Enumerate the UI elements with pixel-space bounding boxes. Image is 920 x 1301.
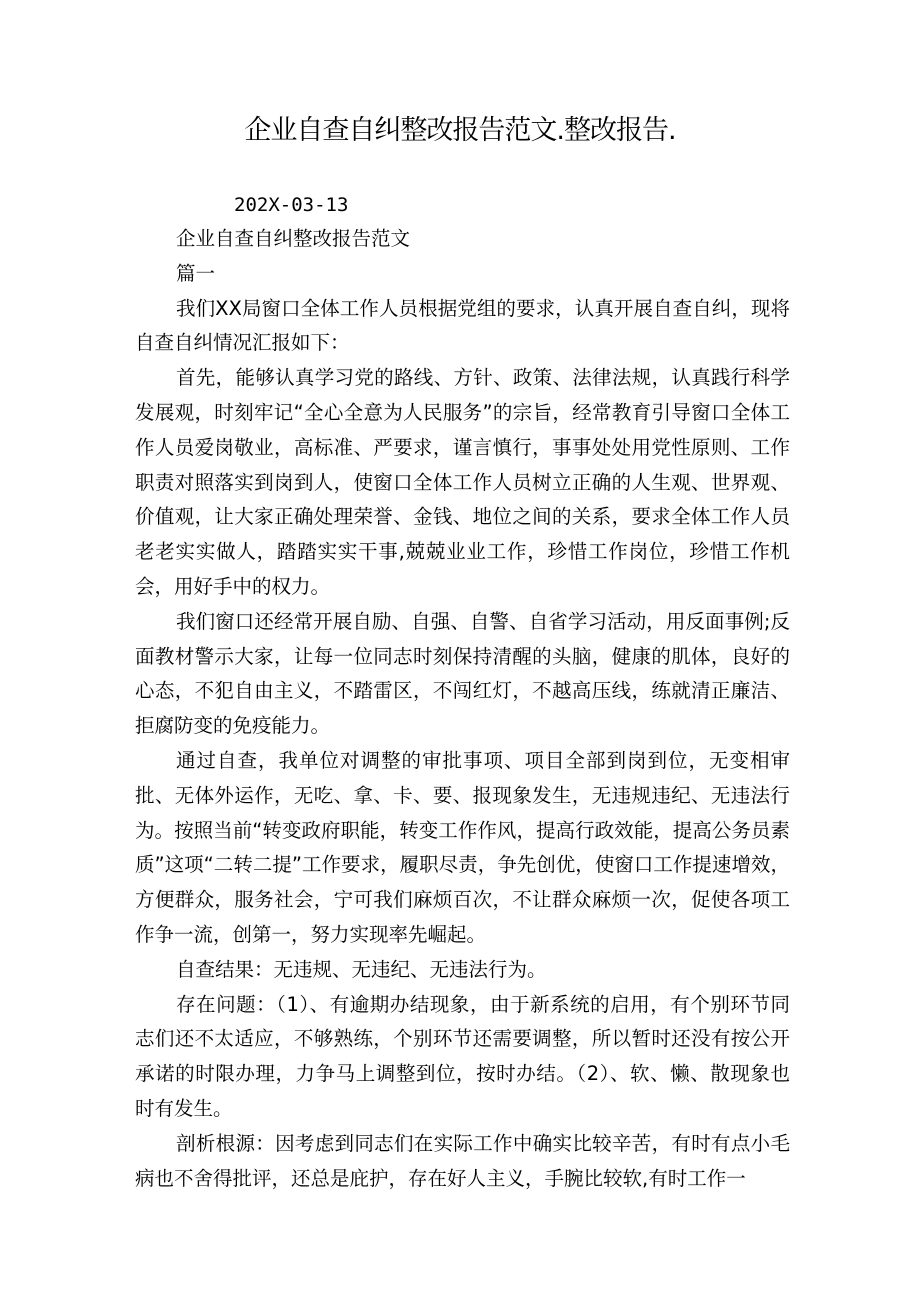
body-paragraph: 我们XX局窗口全体工作人员根据党组的要求，认真开展自查自纠，现将自查自纠情况汇报如下： bbox=[135, 296, 790, 355]
document-date: 202X-03-13 bbox=[234, 194, 349, 216]
body-paragraph: 我们窗口还经常开展自励、自强、自警、自省学习活动，用反面事例;反面教材警示大家，让每一位同志时刻保持清醒的头脑，健康的肌体，良好的心态，不犯自由主义，不踏雷区，不闯红灯，不越高压线，练就清正廉洁、拒腐防变的免疫能力。 bbox=[135, 609, 790, 738]
document-title: 企业自查自纠整改报告范文.整改报告. bbox=[244, 115, 676, 146]
body-paragraph: 自查结果：无违规、无违纪、无违法行为。 bbox=[176, 957, 547, 981]
section-label: 篇一 bbox=[176, 261, 216, 285]
document-body bbox=[135, 222, 790, 1196]
body-paragraph: 剖析根源：因考虑到同志们在实际工作中确实比较辛苦，有时有点小毛病也不舍得批评，还总是庇护，存在好人主义，手腕比较软,有时工作一 bbox=[135, 1131, 790, 1190]
subtitle-paragraph: 企业自查自纠整改报告范文 bbox=[176, 227, 411, 250]
body-paragraph: 通过自查，我单位对调整的审批事项、项目全部到岗到位，无变相审批、无体外运作，无吃、拿、卡、要、报现象发生，无违规违纪、无违法行为。按照当前“转变政府职能，转变工作作风，提高行政效能，提高公务员素质”这项“二转二提”工作要求，履职尽责，争先创优，使窗口工作提速增效，方便群众，服务社会，宁可我们麻烦百次，不让群众麻烦一次，促使各项工作争一流，创第一，努力实现率先崛起。 bbox=[135, 748, 790, 946]
body-paragraph: 首先，能够认真学习党的路线、方针、政策、法律法规，认真践行科学发展观，时刻牢记“全心全意为人民服务”的宗旨，经常教育引导窗口全体工作人员爱岗敬业，高标准、严要求，谨言慎行，事事处处用党性原则、工作职责对照落实到岗到人，使窗口全体工作人员树立正确的人生观、世界观、价值观，让大家正确处理荣誉、金钱、地位之间的关系，要求全体工作人员老老实实做人，踏踏实实干事,兢兢业业工作，珍惜工作岗位，珍惜工作机会，用好手中的权力。 bbox=[135, 366, 790, 598]
body-paragraph: 存在问题：（1）、有逾期办结现象，由于新系统的启用，有个别环节同志们还不太适应，不够熟练，个别环节还需要调整，所以暂时还没有按公开承诺的时限办理，力争马上调整到位，按时办结。（2）、软、懒、散现象也时有发生。 bbox=[135, 992, 790, 1120]
